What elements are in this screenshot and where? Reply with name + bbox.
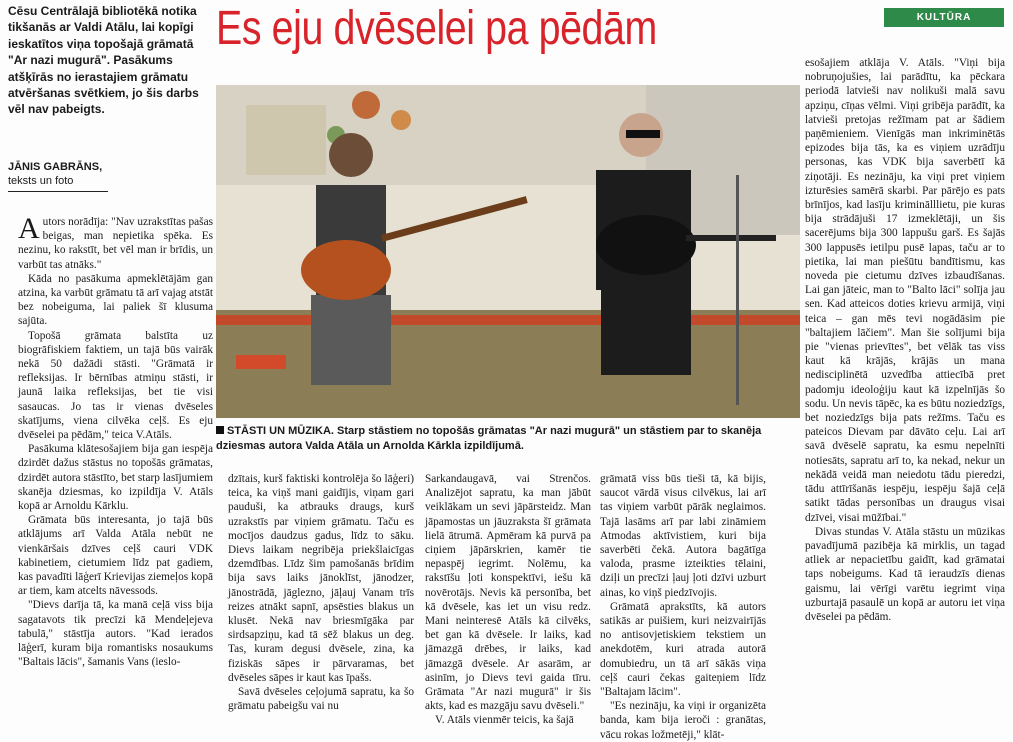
paragraph: dzītais, kurš faktiski kontrolēja šo lāģeri) teica, ka viņš mani gaidījis, viņam gari pauduši, ka atbrauks draugs, kurš uzrakstīs par viņiem grāmatu. Taču es mocījos daudzus gadus, līdz to sāku. Dievs laikam negribēja priekšlaicīgas dzemdības. Līdz šim pamošanās brīdim bija savs laiks jānoklīst, jānodzer, jānostrādā, jāglezno, jāļauj Vanam trīs reizes atnākt sapnī, apsēsties blakus un klusēt. Nekā nav briesmīgāka par sirdsapziņu, kad tā sēž blakus un deg. Tas, kuram degusi dvēsele, zina, ka fiziskās sāpes ir pārvaramas, bet dvēseles sāpes ir kaut kas īpašs. <box>228 473 414 684</box>
paragraph: esošajiem atklāja V. Atāls. "Viņi bija nobruņojušies, lai parādītu, ka pēckara periodā latvieši nav nolikuši malā savu apziņu, cīņas vēlmi. Viņi gribēja parādīt, ka latvieši pretojas režīmam pat ar šādiem paņēmieniem. Vienīgās man inkriminētās epizodes bija tās, ka es viņiem uzrādīju personas, kas VDK bija saverbētī kā ziņotāji. Es nezināju, ka viņi pret viņiem izturēsies samērā skarbi. Par pārējo es pats brīnījos, kad lasīju kriminālllietu, pie kuras bija strādājuši 17 izmeklētāji, un šis sacerējums bija 300 lappušu garš. Es šajās 300 lappusēs ietilpu pusē lapas, taču ar to pietika, lai man piešūtu bandītismu, kas noveda pie cietumu dzīves izbaudīšanas. Lai gan jāteic, man to "Balto lāci" solīja jau sen. Kad atteicos doties krievu armijā, viņi teica – gan mēs tevi nogādāsim pie "baltajiem lāčiem". Man šie solījumi bija pie "vienas prievītes", bet vēlāk tas viss kaut kā krājās, krājās un mana nedisciplinētā uzvedība attiecībā pret padomju ideoloģiju kaut kā izpelnījās šo sodu. Un nevis tāpēc, ka es būtu noziedzīgs, bet noziedzīgs bija pats režīms. Taču es pateicos Dievam par dāvāto ceļu. Lai arī savā dvēselē sapratu, ka esmu nepelnīti notiesāts, sapratu arī to, ka nekad, nekur un nekādā veidā man neiedotu tādu pieredzi, tādu attīrīšanās iespēju, iespēju šajā ceļā satikt tādas personības un draugus visai dzīvei, visai mūžībai." <box>805 57 1005 524</box>
paragraph: grāmatā viss būs tieši tā, kā bijis, saucot vārdā visus cilvēkus, lai arī tas viņiem varbūt pārāk neglaimos. Tajā lasāms arī par labi zināmiem Atmodas aktīvistiem, kuri bija saverbēti čekā. Autora bagātīga valoda, prasme izteikties tēlaini, dziļi un precīzi ļauj ļoti dzīvi uzburt ainas, ko viņš piedzīvojis. <box>600 473 766 599</box>
section-label: KULTŪRA <box>884 8 1004 27</box>
musicians-photo-illustration <box>216 85 800 418</box>
paragraph: Savā dvēseles ceļojumā sapratu, ka šo grāmatu pabeigšu vai nu <box>228 686 414 713</box>
caption-bullet-icon <box>216 426 224 434</box>
article-photo <box>216 85 800 418</box>
paragraph: V. Atāls vienmēr teicis, ka šajā <box>435 714 574 727</box>
headline: Es eju dvēselei pa pēdām <box>216 2 657 55</box>
caption-text: Starp stāstiem no topošās grāmatas "Ar nazi mugurā" un stāstiem par to skanēja dziesmas autora Valda Atāla un Arnolda Kārkla izpildījumā. <box>216 425 762 452</box>
article-column-3 <box>425 472 591 728</box>
author-name: JĀNIS GABRĀNS, <box>8 161 103 173</box>
article-column-4 <box>600 472 766 742</box>
paragraph: Divas stundas V. Atāla stāstu un mūzikas pavadījumā pazibēja kā mirklis, un tagad atliek ar nepacietību gaidīt, kad grāmatai taps nobeigums. Kad tā ieraudzīs dienas gaismu, lai vērīgi varētu iegrimt viņa uzburtajā pasaulē un kopā ar autoru iet viņa dvēselei pa pēdām. <box>805 525 1005 623</box>
lead-paragraph: Cēsu Centrālajā bibliotēkā notika tikšanās ar Valdi Atālu, lai kopīgi ieskatītos viņa topošajā grāmatā "Ar nazi mugurā". Pasākums atšķīrās no ierastajiem grāmatu atvēršanas svētkiem, jo šis darbs vēl nav pabeigts. <box>8 4 199 117</box>
article-column-2 <box>228 472 414 713</box>
byline <box>8 160 108 192</box>
photo-caption <box>216 424 800 454</box>
paragraph: Topošā grāmata balstīta uz biogrāfiskiem faktiem, un tajā būs vairāk nekā 50 dažādi stāsti. "Grāmatā ir refleksijas. Ir bērnības atmiņu stāsti, ir jaunā laika refleksijas, bet tie visi sasaucas. Jo tas ir vienas dvēseles skatījums, viena cilvēka ceļš. Es eju dvēselei pa pēdām," teica V.Atāls. <box>18 329 213 442</box>
article-column-5 <box>805 56 1005 624</box>
author-role: teksts un foto <box>8 175 74 187</box>
paragraph <box>18 212 213 272</box>
paragraph: Grāmata būs interesanta, jo tajā būs atklājums arī Valda Atāla nebūt ne vienkāršais dzīves ceļš cauri VDK kabinetiem, cietumiem līdz pat gadiem, kas pavadīti lāģerī Krievijas ziemeļos kopā ar tiem, kam atcelts nāvessods. <box>18 514 213 598</box>
paragraph: Kāda no pasākuma apmeklētājām gan atzina, ka varbūt grāmatu tā arī vajag atstāt bez nobeiguma, lai paliek šī klusuma sajūta. <box>18 272 213 328</box>
paragraph-text: utors norādīja: "Nav uzrakstītas pašas beigas, man nepietika spēka. Es nezinu, ko rakstīt, bet vēl man ir brīdis, un varbūt tas atnāks." <box>18 216 213 271</box>
drop-cap: A <box>18 212 40 245</box>
article-column-1 <box>18 212 213 670</box>
paragraph: Sarkandaugavā, vai Strenčos. Analizējot sapratu, ka man jābūt veiklākam un sevi jāpārsteidz. Man jāpamostas un jāuzraksta šī grāmata lielā ātrumā. Apmēram kā purvā pa ciņiem jāpārskrien, kamēr tie nepaspēj iegrimt. Nolēmu, ka rakstīšu ļoti konspektīvi, iešu kā novērotājs. Nevis kā personība, bet kā dvēsele, kas iet un visu redz. Mani neinteresē Atāls kā cilvēks, bet gan kā dvēsele. Ir laiks, kad jāmazgā drēbes, ir laiks, kad jāmazgā dvēsele. Ar asarām, ar asinīm, jo Dievs tevi gaida tīru. Grāmata "Ar nazi mugurā" ir šis akts, kad es mazgāju savu dvēseli." <box>425 473 591 713</box>
paragraph: "Dievs darīja tā, ka manā ceļā viss bija sagatavots tik precīzi kā Mendeļejeva tabulā," stāstīja autors. "Kad ierados lāģerī, kuram bija romantisks nosaukums "Baltais lācis", šamanis Vans (ieslo- <box>18 599 213 669</box>
paragraph: "Es nezināju, ka viņi ir organizēta banda, kam bija ieroči : granātas, vācu rokas ložmetēji," klāt- <box>600 700 766 741</box>
caption-heading: STĀSTI UN MŪZIKA. <box>227 425 334 437</box>
paragraph: Grāmatā aprakstīts, kā autors satikās ar puišiem, kuri neizvairījās no antisovjetiskiem tekstiem un anekdotēm, kuri atrada autorā domubiedru, un tā arī sākās viņa ceļš cauri čekas gaiteņiem līdz "Baltajam lācim". <box>600 600 766 699</box>
paragraph: Pasākuma klātesošajiem bija gan iespēja dzirdēt dažus stāstus no topošās grāmatas, dzirdēt autora stāstīto, bet starp lasījumiem skanēja dziesmas, ko izpildīja V. Atāls kopā ar Arnoldu Kārklu. <box>18 443 213 513</box>
